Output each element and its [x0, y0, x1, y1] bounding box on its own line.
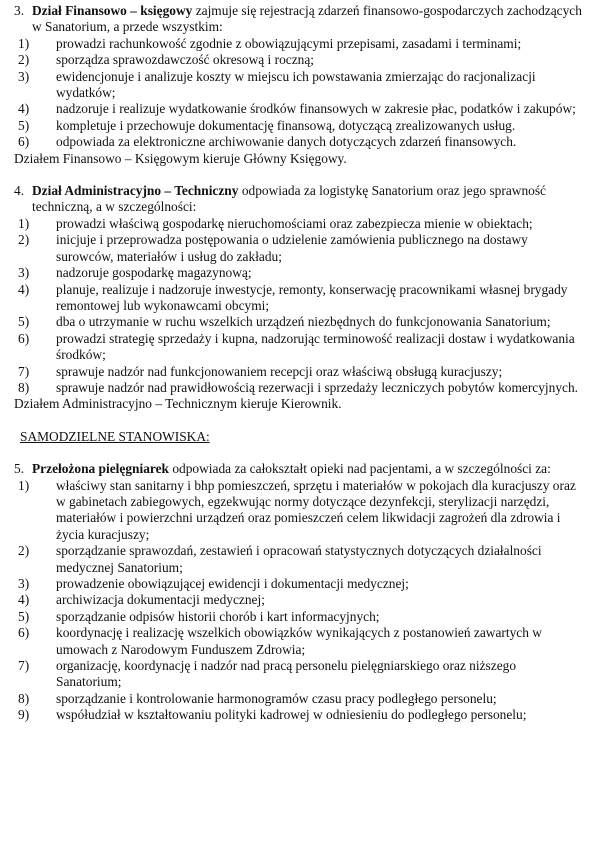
section-closing: Działem Finansowo – Księgowym kieruje Główny Księgowy.	[14, 150, 347, 166]
section-3	[14, 3, 584, 167]
list-item: 4) planuje, realizuje i nadzoruje inwestycje, remonty, konserwację pracownikami własnej brygady remontowej lub wykonawcami obcymi;	[18, 281, 568, 313]
section-intro: odpowiada za logistykę Sanatorium oraz jego sprawność techniczną, a w szczególności:	[32, 183, 546, 215]
section-lead: Dział Finansowo – księgowy	[32, 3, 193, 18]
list-item: 8) sporządzanie i kontrolowanie harmonogramów czasu pracy podległego personelu;	[18, 690, 497, 706]
list-item: 1) prowadzi właściwą gospodarkę nieruchomościami oraz zabezpiecza mienie w obiektach;	[18, 215, 533, 231]
list-item: 2) sporządzanie sprawozdań, zestawień i opracowań statystycznych dotyczących działalności medycznej Sanatorium;	[18, 543, 542, 575]
list-item: 6) koordynację i realizację wszelkich obowiązków wynikających z postanowień zawartych w umowach z Narodowym Funduszem Zdrowia;	[18, 625, 542, 657]
section-lead: Dział Administracyjno – Techniczny	[32, 183, 239, 199]
section-4-heading	[14, 183, 584, 216]
list-item: 1) prowadzi rachunkowość zgodnie z obowiązującymi przepisami, zasadami i terminami;	[18, 35, 522, 51]
list-item: 5) kompletuje i przechowuje dokumentację finansową, dotyczącą zrealizowanych usług.	[18, 117, 516, 133]
list-item: 6) prowadzi strategię sprzedaży i kupna, nadzorując terminowość realizacji dostaw i wydatkowania środków;	[18, 330, 575, 363]
list-item: 3) ewidencjonuje i analizuje koszty w miejscu ich powstawania zmierzając do racjonalizacji wydatków;	[18, 68, 536, 101]
section-3-list	[14, 36, 584, 151]
list-item: 3) nadzoruje gospodarkę magazynową;	[18, 265, 252, 281]
section-intro: odpowiada za całokształt opieki nad pacjentami, a w szczególności za:	[172, 461, 551, 477]
section-number: 4.	[14, 183, 25, 199]
list-item: 2) sporządza sprawozdawczość okresową i roczną;	[18, 52, 315, 68]
section-lead: Przełożona pielęgniarek	[32, 461, 169, 477]
list-item: 7) organizację, koordynację i nadzór nad pracą personelu pielęgniarskiego oraz niższego Sanatorium;	[18, 658, 517, 690]
section-5-heading	[14, 461, 584, 477]
section-number: 3.	[14, 3, 25, 18]
subsection-heading: SAMODZIELNE STANOWISKA:	[20, 428, 210, 444]
section-4-list	[14, 216, 584, 396]
list-item: 8) sprawuje nadzór nad prawidłowością rezerwacji i sprzedaży leczniczych pobytów komercyjnych.	[18, 379, 579, 395]
list-item: 5) sporządzanie odpisów historii chorób i kart informacyjnych;	[18, 608, 380, 624]
list-item: 5) dba o utrzymanie w ruchu wszelkich urządzeń niezbędnych do funkcjonowania Sanatorium;	[18, 314, 551, 330]
section-5-list	[14, 478, 584, 724]
section-number: 5.	[14, 461, 25, 477]
list-item: 4) nadzoruje i realizuje wydatkowanie środków finansowych w zakresie płac, podatków i zakupów;	[18, 101, 576, 117]
section-closing: Działem Administracyjno – Technicznym kieruje Kierownik.	[14, 396, 342, 412]
list-item: 1) właściwy stan sanitarny i bhp pomieszczeń, sprzętu i materiałów w pokojach dla kuracjuszy oraz w gabinetach zabiegowych, egzekwując normy dotyczące dezynfekcji, sterylizacji narzędzi, materiałów i powierzchni urządzeń oraz pomieszczeń celem likwidacji zagrożeń dla zdrowia i życia kuracjuszy;	[18, 477, 576, 542]
list-item: 7) sprawuje nadzór nad funkcjonowaniem recepcji oraz właściwą obsługą kuracjuszy;	[18, 363, 503, 379]
section-intro: zajmuje się rejestracją zdarzeń finansowo-gospodarczych zachodzących w Sanatorium, a przede wszystkim:	[32, 3, 582, 35]
list-item: 4) archiwizacja dokumentacji medycznej;	[18, 592, 265, 608]
list-item: 3) prowadzenie obowiązującej ewidencji i dokumentacji medycznej;	[18, 576, 409, 591]
section-4	[14, 183, 584, 413]
list-item: 9) współudział w kształtowaniu polityki kadrowej w odniesieniu do podległego personelu;	[18, 707, 527, 723]
section-3-heading	[14, 3, 584, 36]
list-item: 2) inicjuje i przeprowadza postępowania o udzielenie zamówienia publicznego na dostawy surowców, materiałów i usług do zakładu;	[18, 232, 528, 264]
section-5	[14, 461, 584, 724]
list-item: 6) odpowiada za elektroniczne archiwowanie danych dotyczących zdarzeń finansowych.	[18, 134, 517, 150]
